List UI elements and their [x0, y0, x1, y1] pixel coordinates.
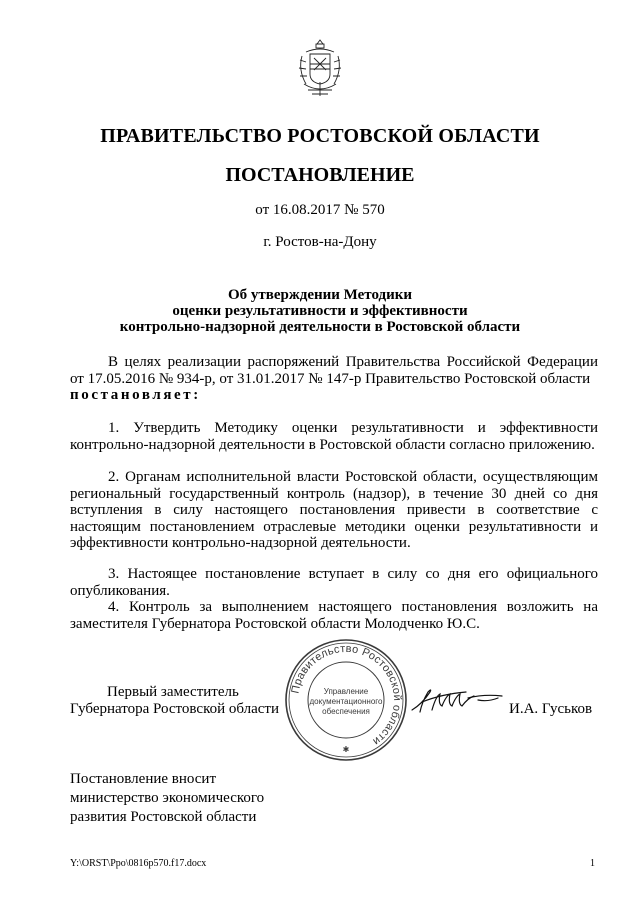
signatory-position-line-2: Губернатора Ростовской области — [70, 701, 280, 717]
decree-word: постановляет: — [70, 387, 201, 403]
item-text: 4. Контроль за выполнением настоящего постановления возложить на заместителя Губернатора Ростовской области Молодченко Ю.С. — [70, 599, 598, 632]
item-text: 1. Утвердить Методику оценки результативности и эффективности контрольно-надзорной деятельности в Ростовской области согласно приложению. — [70, 420, 598, 453]
handwritten-signature — [408, 680, 508, 720]
stamp-outer-text: Правительство Ростовской области — [289, 642, 404, 748]
item-1 — [70, 420, 598, 453]
submitted-by-note — [70, 770, 264, 827]
item-text: 3. Настоящее постановление вступает в силу со дня его официального опубликования. — [70, 566, 598, 599]
item-text: 2. Органам исполнительной власти Ростовской области, осуществляющим региональный государственный контроль (надзор), в течение 30 дней со дня вступления в силу настоящего постановления привести в соответствие с настоящим постановлением отраслевые методики оценки результативности и эффективности контрольно-надзорной деятельности. — [70, 469, 598, 551]
item-2 — [70, 469, 598, 552]
document-type: ПОСТАНОВЛЕНИЕ — [225, 164, 415, 186]
official-stamp — [284, 638, 408, 762]
file-path: Y:\ORST\Ppo\0816p570.f17.docx — [70, 858, 207, 869]
document-title — [0, 287, 640, 335]
svg-text:✱: ✱ — [342, 745, 350, 754]
title-line-3: контрольно-надзорной деятельности в Ростовской области — [119, 319, 521, 335]
item-4 — [70, 599, 598, 632]
note-line-2: министерство экономического — [70, 790, 265, 806]
note-line-3: развития Ростовской области — [70, 809, 257, 825]
stamp-inner-line-1: Управление — [323, 687, 369, 696]
title-line-1: Об утверждении Методики — [227, 287, 413, 303]
preamble — [70, 354, 598, 404]
preamble-text: В целях реализации распоряжений Правительства Российской Федерации от 17.05.2016 № 934-р, от 31.01.2017 № 147-р Правительство Ростовской области — [70, 354, 598, 387]
item-3 — [70, 566, 598, 599]
signatory-name: И.А. Гуськов — [509, 701, 593, 717]
title-line-2: оценки результативности и эффективности — [172, 303, 468, 319]
organization-title: ПРАВИТЕЛЬСТВО РОСТОВСКОЙ ОБЛАСТИ — [100, 125, 540, 147]
city: г. Ростов-на-Дону — [263, 234, 377, 250]
date-number: от 16.08.2017 № 570 — [255, 202, 385, 218]
note-line-1: Постановление вносит — [70, 771, 217, 787]
stamp-inner-line-3: обеспечения — [322, 707, 370, 716]
page-number: 1 — [590, 858, 595, 869]
rostov-oblast-coat-of-arms-icon — [296, 38, 344, 102]
stamp-inner-line-2: документационного — [309, 697, 383, 706]
signatory-position-line-1: Первый заместитель — [107, 684, 239, 700]
